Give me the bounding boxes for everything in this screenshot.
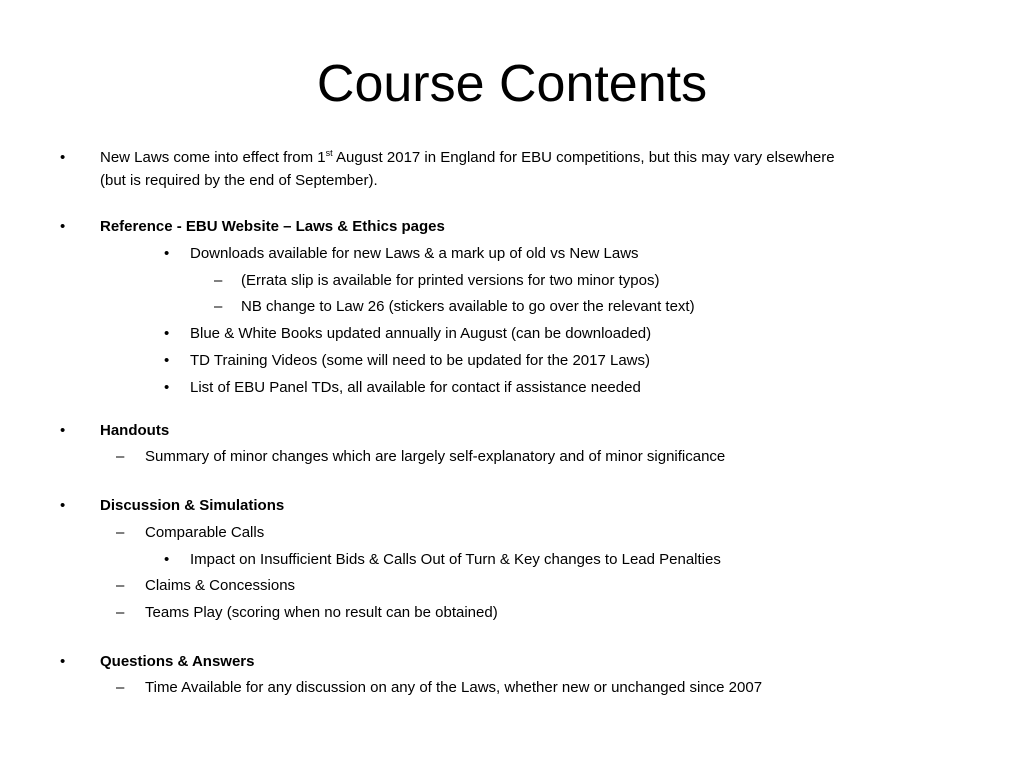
item2-sub4: List of EBU Panel TDs, all available for contact if assistance needed [190, 379, 641, 396]
item1-line1 [100, 148, 835, 168]
bullet-marker: • [164, 245, 170, 262]
item3-heading: Handouts [100, 422, 170, 439]
item2-sub2: Blue & White Books updated annually in August (can be downloaded) [190, 325, 652, 342]
item1-line1-text-cont: August 2017 in England for EBU competitions, but this may vary elsewhere [332, 149, 835, 166]
dash-marker: – [116, 448, 125, 465]
item4-sub2: Claims & Concessions [145, 577, 296, 594]
item1-line2: (but is required by the end of September). [100, 172, 378, 189]
item5-sub1: Time Available for any discussion on any of the Laws, whether new or unchanged since 2007 [145, 679, 763, 696]
item1-superscript: st [325, 148, 333, 158]
item4-heading: Discussion & Simulations [100, 497, 285, 514]
bullet-marker: • [60, 218, 66, 235]
dash-marker: – [214, 272, 223, 289]
dash-marker: – [214, 298, 223, 315]
bullet-marker: • [164, 352, 170, 369]
bullet-marker: • [60, 422, 66, 439]
dash-marker: – [116, 524, 125, 541]
item1-line1-text: New Laws come into effect from 1 [100, 149, 326, 166]
item2-heading: Reference - EBU Website – Laws & Ethics pages [100, 218, 445, 235]
item4-sub1a: Impact on Insufficient Bids & Calls Out of Turn & Key changes to Lead Penalties [190, 551, 721, 568]
dash-marker: – [116, 679, 125, 696]
item2-sub1: Downloads available for new Laws & a mark up of old vs New Laws [190, 245, 639, 262]
item2-sub1a: (Errata slip is available for printed versions for two minor typos) [241, 272, 660, 289]
bullet-marker: • [164, 379, 170, 396]
item2-sub1b: NB change to Law 26 (stickers available to go over the relevant text) [241, 298, 695, 315]
slide-title: Course Contents [316, 55, 708, 113]
bullet-marker: • [60, 149, 66, 166]
item4-sub1: Comparable Calls [145, 524, 265, 541]
bullet-marker: • [60, 653, 66, 670]
bullet-marker: • [164, 551, 170, 568]
item3-sub1: Summary of minor changes which are largely self-explanatory and of minor significance [145, 448, 726, 465]
item2-sub3: TD Training Videos (some will need to be updated for the 2017 Laws) [190, 352, 650, 369]
dash-marker: – [116, 604, 125, 621]
item5-heading: Questions & Answers [100, 653, 255, 670]
dash-marker: – [116, 577, 125, 594]
bullet-marker: • [60, 497, 66, 514]
item4-sub3: Teams Play (scoring when no result can be obtained) [145, 604, 498, 621]
bullet-marker: • [164, 325, 170, 342]
